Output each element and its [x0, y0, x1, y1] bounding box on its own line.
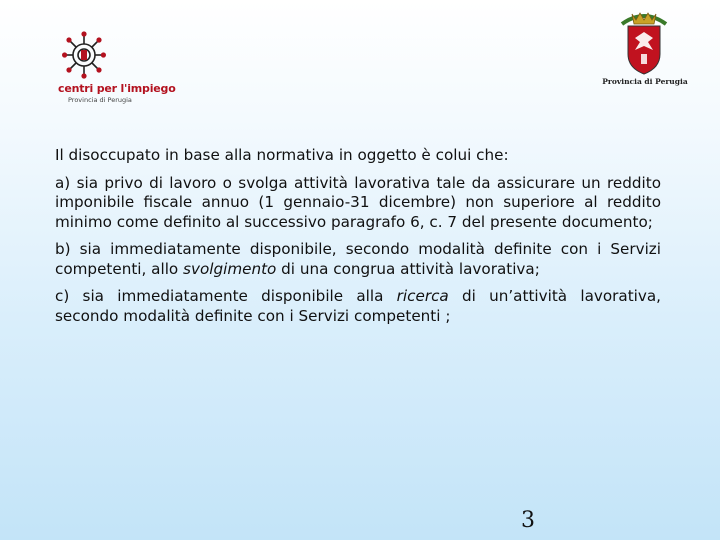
document-body [55, 146, 661, 334]
item-b-emphasis: svolgimento [183, 259, 277, 278]
item-b-text-start: b) sia immediatamente disponibile, secondo modalità definite con i Servizi competenti, allo [55, 240, 661, 278]
centri-per-impiego-logo-icon [62, 30, 106, 80]
centri-per-impiego-logo [56, 30, 176, 108]
item-c-emphasis: ricerca [396, 287, 449, 305]
item-b-text-end: di una congrua attività lavorativa; [276, 259, 540, 278]
item-c-paragraph [55, 287, 661, 326]
logo-subtitle: Provincia di Perugia [68, 96, 132, 104]
item-a-paragraph: a) sia privo di lavoro o svolga attività lavorativa tale da assicurare un reddito imponibile fiscale annuo (1 gennaio-31 dicembre) non superiore al reddito minimo come definito al successivo paragrafo 6, c. 7 del presente documento; [55, 173, 661, 231]
provincia-label: Provincia di Perugia [602, 77, 688, 86]
page-number: 3 [521, 508, 535, 533]
provincia-logo [596, 10, 692, 90]
item-b-paragraph [55, 240, 661, 279]
item-c-text-start: c) sia immediatamente disponibile alla [55, 287, 397, 305]
provincia-di-perugia-coat-of-arms-icon [618, 10, 670, 76]
intro-paragraph: Il disoccupato in base alla normativa in oggetto è colui che: [55, 146, 509, 164]
item-c-text-end: di un’attività lavorativa, secondo modalità definite con i Servizi competenti ; [55, 287, 661, 325]
logo-brand-text: centri per l'impiego [58, 82, 176, 95]
